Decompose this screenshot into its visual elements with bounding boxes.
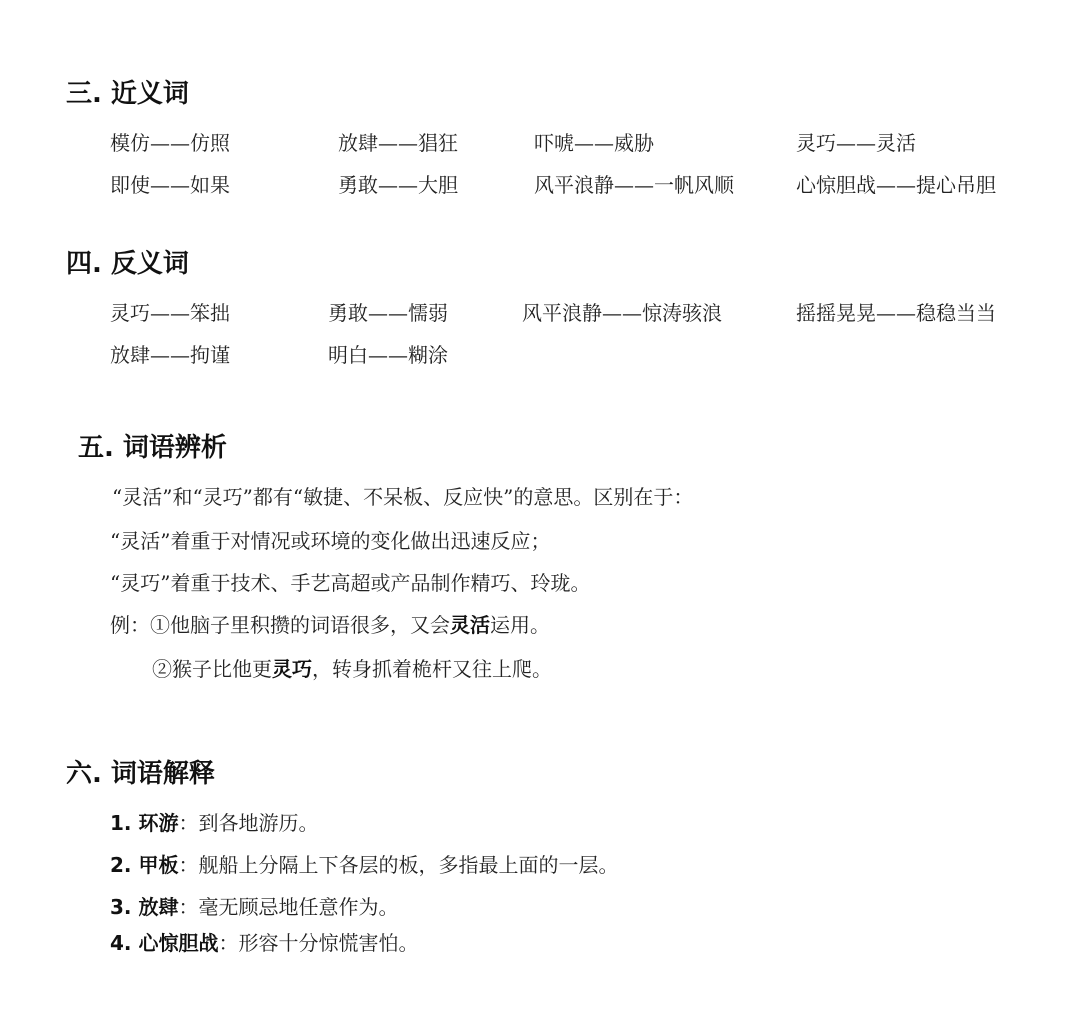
antonym-pair: 放肆——拘谨 — [110, 343, 230, 367]
explanation-item — [110, 810, 318, 836]
example-2-text-after: ，转身抓着桅杆又往上爬。 — [312, 657, 552, 681]
antonyms-heading: 四. 反义词 — [66, 249, 189, 279]
analysis-heading: 五. 词语辨析 — [78, 433, 227, 463]
antonym-pair: 风平浪静——惊涛骇浪 — [522, 301, 722, 325]
explanation-item — [110, 852, 618, 878]
analysis-line-lingqiao: “灵巧”着重于技术、手艺高超或产品制作精巧、玲珑。 — [110, 571, 591, 595]
explanation-definition: 毫无顾忌地任意作为。 — [198, 895, 399, 919]
explanation-definition: 到各地游历。 — [198, 811, 319, 835]
example-1-text-before: 例：①他脑子里积攒的词语很多，又会 — [110, 613, 450, 637]
analysis-line-linghuo: “灵活”着重于对情况或环境的变化做出迅速反应； — [110, 529, 551, 553]
synonym-pair: 心惊胆战——提心吊胆 — [796, 173, 996, 197]
antonym-pair: 灵巧——笨拙 — [110, 301, 230, 325]
explanation-separator: ： — [218, 931, 239, 955]
synonym-pair: 放肆——猖狂 — [338, 131, 458, 155]
synonym-pair: 即使——如果 — [110, 173, 230, 197]
synonym-pair: 吓唬——威胁 — [534, 131, 654, 155]
synonym-pair: 风平浪静——一帆风顺 — [534, 173, 734, 197]
synonym-pair: 灵巧——灵活 — [796, 131, 916, 155]
antonym-pair: 明白——糊涂 — [328, 343, 448, 367]
analysis-example-2 — [152, 656, 552, 682]
synonyms-heading: 三. 近义词 — [66, 79, 189, 109]
antonym-pair: 勇敢——懦弱 — [328, 301, 448, 325]
explanation-term: 1. 环游 — [110, 811, 179, 835]
example-2-text-before: ②猴子比他更 — [152, 657, 272, 681]
synonym-pair: 勇敢——大胆 — [338, 173, 458, 197]
analysis-intro: “灵活”和“灵巧”都有“敏捷、不呆板、反应快”的意思。区别在于： — [112, 485, 694, 509]
example-1-text-after: 运用。 — [490, 613, 550, 637]
explanation-separator: ： — [178, 811, 199, 835]
explanation-term: 3. 放肆 — [110, 895, 179, 919]
explanation-item — [110, 894, 398, 920]
explanation-item — [110, 930, 418, 956]
synonym-pair: 模仿——仿照 — [110, 131, 230, 155]
explanation-term: 4. 心惊胆战 — [110, 931, 219, 955]
antonym-pair: 摇摇晃晃——稳稳当当 — [796, 301, 996, 325]
explanations-heading: 六. 词语解释 — [66, 759, 215, 789]
example-1-bold-word: 灵活 — [450, 613, 490, 637]
analysis-example-1 — [110, 612, 550, 638]
example-2-bold-word: 灵巧 — [272, 657, 312, 681]
explanation-definition: 形容十分惊慌害怕。 — [238, 931, 419, 955]
explanation-separator: ： — [178, 853, 199, 877]
explanation-term: 2. 甲板 — [110, 853, 179, 877]
explanation-separator: ： — [178, 895, 199, 919]
explanation-definition: 舰船上分隔上下各层的板，多指最上面的一层。 — [198, 853, 619, 877]
